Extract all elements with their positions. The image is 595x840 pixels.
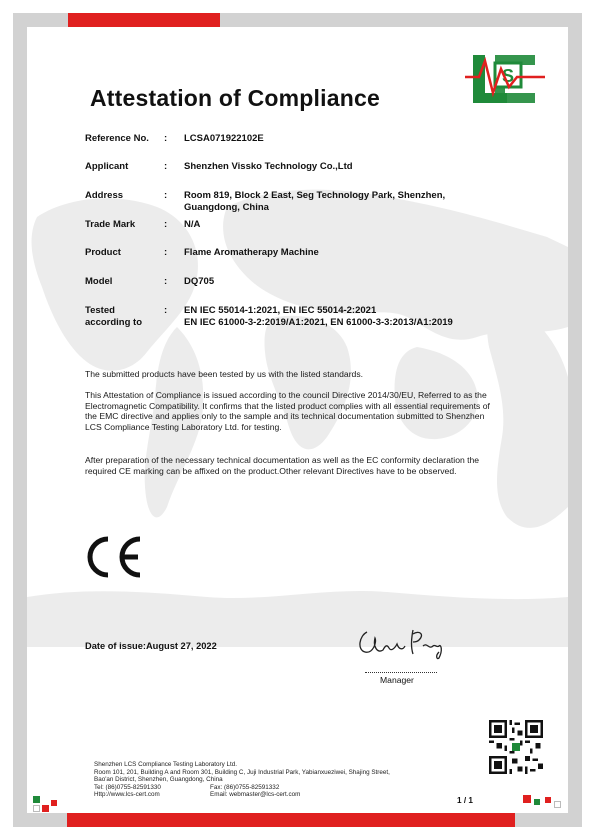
top-red-bar xyxy=(68,13,220,27)
decor-square xyxy=(554,801,561,808)
field-colon: : xyxy=(164,161,168,172)
field-label: Address xyxy=(85,190,124,201)
decor-square xyxy=(523,795,531,803)
field-value: N/A xyxy=(184,219,201,230)
ce-mark xyxy=(82,535,144,579)
field-value: Room 819, Block 2 East, Seg Technology Park, Shenzhen, Guangdong, China xyxy=(184,190,446,213)
field-value xyxy=(184,305,524,328)
paragraph-tested: The submitted products have been tested by us with the listed standards. xyxy=(85,369,364,379)
footer-tel: Tel: (86)0755-82591330 xyxy=(94,783,161,791)
decor-square xyxy=(534,799,540,805)
footer-web-email xyxy=(94,791,474,799)
footer-tel-fax xyxy=(94,784,474,792)
field-colon: : xyxy=(164,247,168,258)
document-title: Attestation of Compliance xyxy=(90,85,380,111)
field-value: LCSA071922102E xyxy=(184,133,264,144)
signatory-role: Manager xyxy=(380,675,414,685)
footer-fax: Fax: (86)0755-82591332 xyxy=(210,783,280,791)
paragraph-ce-marking: After preparation of the necessary technical documentation as well as the EC conformity declaration the required CE marking can be affixed on the product.Other relevant Directives have to be observed. xyxy=(85,455,480,476)
date-of-issue: Date of issue:August 27, 2022 xyxy=(85,641,217,651)
decor-square xyxy=(33,805,40,812)
field-colon: : xyxy=(164,305,168,316)
footer-address-2: Bao'an District, Shenzhen, Guangdong, China xyxy=(94,776,223,784)
field-value: Flame Aromatherapy Machine xyxy=(184,247,319,258)
field-colon: : xyxy=(164,190,168,201)
decor-square xyxy=(42,805,49,812)
field-colon: : xyxy=(164,133,168,144)
certificate-sheet xyxy=(27,27,568,813)
decor-square xyxy=(33,796,40,803)
logo-letter: S xyxy=(501,66,515,86)
field-label: Model xyxy=(85,276,113,287)
field-value: Shenzhen Vissko Technology Co.,Ltd xyxy=(184,161,353,172)
bottom-red-bar xyxy=(67,813,515,827)
field-label: Product xyxy=(85,247,121,258)
standards-line-1: EN IEC 55014-1:2021, EN IEC 55014-2:2021 xyxy=(184,305,377,316)
qr-code xyxy=(489,720,543,774)
field-label: Tested according to xyxy=(85,305,143,328)
footer-email: Email: webmaster@lcs-cert.com xyxy=(210,791,301,799)
field-value: DQ705 xyxy=(184,276,215,287)
field-label: Applicant xyxy=(85,161,129,172)
page-number: 1 / 1 xyxy=(457,796,473,805)
decor-square xyxy=(51,800,57,806)
signature-line xyxy=(365,672,437,673)
footer-address-1: Room 101, 201, Building A and Room 301, Building C, Juji Industrial Park, Yabianxueziwei, Shajing Street, xyxy=(94,768,390,776)
lcs-logo xyxy=(465,49,545,111)
field-colon: : xyxy=(164,219,168,230)
decor-square xyxy=(545,797,551,803)
footer-web: Http://www.lcs-cert.com xyxy=(94,791,160,799)
signature xyxy=(355,620,450,662)
field-label: Reference No. xyxy=(85,133,149,144)
field-label: Trade Mark xyxy=(85,219,136,230)
standards-line-2: EN IEC 61000-3-2:2019/A1:2021, EN 61000-3-3:2013/A1:2019 xyxy=(184,316,453,328)
footer-company: Shenzhen LCS Compliance Testing Laboratory Ltd. xyxy=(94,761,238,768)
field-colon: : xyxy=(164,276,168,287)
footer-info xyxy=(94,761,474,799)
paragraph-directive: This Attestation of Compliance is issued according to the council Directive 2014/30/EU, Referred to as the Electromagnetic Compatibility. It confirms that the listed product complies with all essential requirements of the EMC directive and applies only to the sample and its technical documentation submitted to Shenzhen LCS Compliance Testing Laboratory Ltd. for testing. xyxy=(85,390,490,432)
